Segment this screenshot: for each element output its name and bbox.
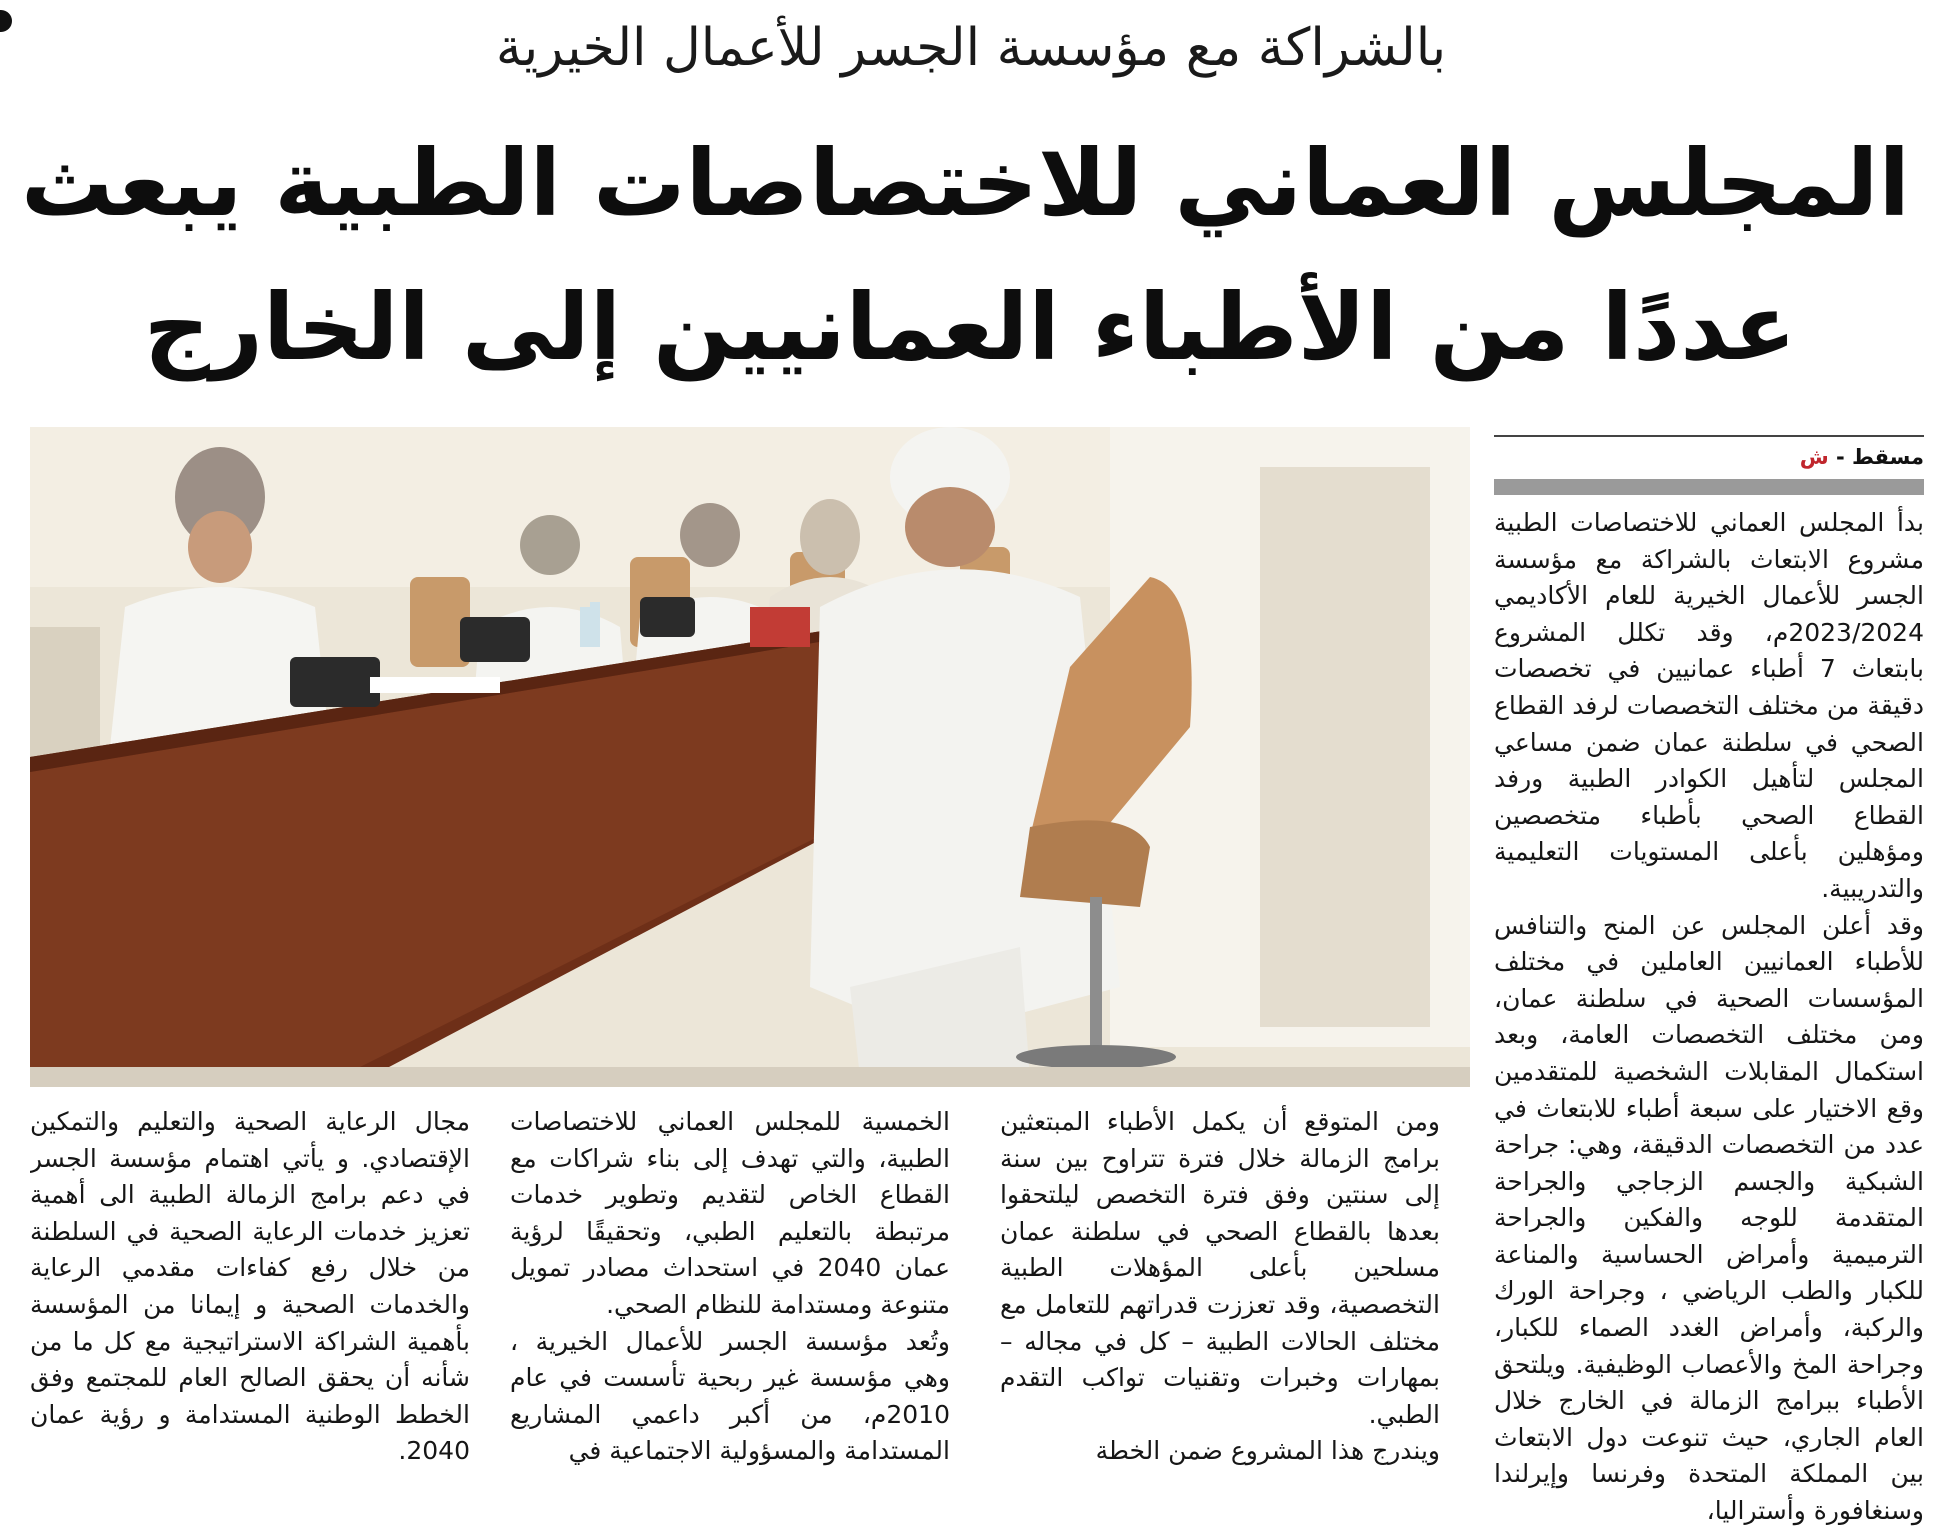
article-body-right bbox=[1494, 505, 1924, 1530]
paragraph: وقد أعلن المجلس عن المنح والتنافس للأطباء العمانيين العاملين في مختلف المؤسسات الصحية في سلطنة عمان، ومن مختلف التخصصات العامة، وبعد استكمال المقابلات الشخصية للمتقدمين وقع الاختيار على سبعة أطباء للابتعاث في عدد من التخصصات الدقيقة، وهي: جراحة الشبكية والجسم الزجاجي والجراحة المتقدمة للوجه والفكين والجراحة الترميمية وأمراض الحساسية والمناعة للكبار والطب الرياضي ، وجراحة الورك والركبة، وأمراض الغدد الصماء للكبار، وجراحة المخ والأعصاب الوظيفية. ويلتحق الأطباء ببرامج الزمالة في الخارج خلال العام الجاري، حيث تنوعت دول الابتعاث بين المملكة المتحدة وفرنسا وإيرلندا وسنغافورة وأستراليا، bbox=[1494, 910, 1924, 1526]
paragraph: مجال الرعاية الصحية والتعليم والتمكين الإقتصادي. و يأتي اهتمام مؤسسة الجسر في دعم برامج الزمالة الطبية الى أهمية تعزيز خدمات الرعاية الصحية في السلطنة من خلال رفع كفاءات مقدمي الرعاية والخدمات الصحية و إيمانا من المؤسسة بأهمية الشراكة الاستراتيجية مع كل ما من شأنه أن يحقق الصالح العام للمجتمع وفق الخطط الوطنية المستدامة و رؤية عمان 2040. bbox=[30, 1107, 470, 1466]
article-column-1 bbox=[1000, 1104, 1440, 1494]
meeting-photo bbox=[30, 427, 1470, 1087]
paragraph: الخمسية للمجلس العماني للاختصاصات الطبية، والتي تهدف إلى بناء شراكات مع القطاع الخاص لتقديم وتطوير خدمات مرتبطة بالتعليم الطبي، وتحقيقًا لرؤية عمان 2040 في استحداث مصادر تمويل متنوعة ومستدامة للنظام الصحي. bbox=[510, 1107, 950, 1319]
paragraph: ومن المتوقع أن يكمل الأطباء المبتعثين برامج الزمالة خلال فترة تتراوح بين سنة إلى سنتين وفق فترة التخصص ليلتحقوا بعدها بالقطاع الصحي في سلطنة عمان مسلحين بأعلى المؤهلات الطبية التخصصية، وقد تعززت قدراتهم للتعامل مع مختلف الحالات الطبية – كل في مجاله – بمهارات وخبرات وتقنيات تواكب التقدم الطبي. bbox=[1000, 1107, 1440, 1429]
article-column-2 bbox=[510, 1104, 950, 1494]
headline-line-2: عددًا من الأطباء العمانيين إلى الخارج bbox=[143, 274, 1797, 381]
paragraph: وتُعد مؤسسة الجسر للأعمال الخيرية ، وهي مؤسسة غير ربحية تأسست في عام 2010م، من أكبر داعمي المشاريع المستدامة والمسؤولية الاجتماعية في bbox=[510, 1326, 950, 1466]
column-rule-bar bbox=[1494, 479, 1924, 495]
column-rule-top bbox=[1494, 435, 1924, 437]
right-column bbox=[1494, 427, 1924, 1526]
article-column-3 bbox=[30, 1104, 470, 1494]
dateline-source: ش bbox=[1799, 445, 1829, 469]
dateline-place: مسقط - bbox=[1836, 445, 1924, 469]
kicker: بالشراكة مع مؤسسة الجسر للأعمال الخيرية bbox=[495, 18, 1447, 78]
paragraph: ويندرج هذا المشروع ضمن الخطة bbox=[1095, 1436, 1440, 1466]
paragraph: بدأ المجلس العماني للاختصاصات الطبية مشروع الابتعاث بالشراكة مع مؤسسة الجسر للأعمال الخيرية للعام الأكاديمي 2023/2024م، وقد تكلل المشروع بابتعاث 7 أطباء عمانيين في تخصصات دقيقة من مختلف التخصصات لرفد القطاع الصحي في سلطنة عمان ضمن مساعي المجلس لتأهيل الكوادر الطبية ورفد القطاع الصحي بأطباء متخصصين ومؤهلين بأعلى المستويات التعليمية والتدريبية. bbox=[1494, 508, 1924, 903]
headline-line-1: المجلس العماني للاختصاصات الطبية يبعث bbox=[20, 130, 1910, 237]
dateline bbox=[1800, 445, 1924, 469]
